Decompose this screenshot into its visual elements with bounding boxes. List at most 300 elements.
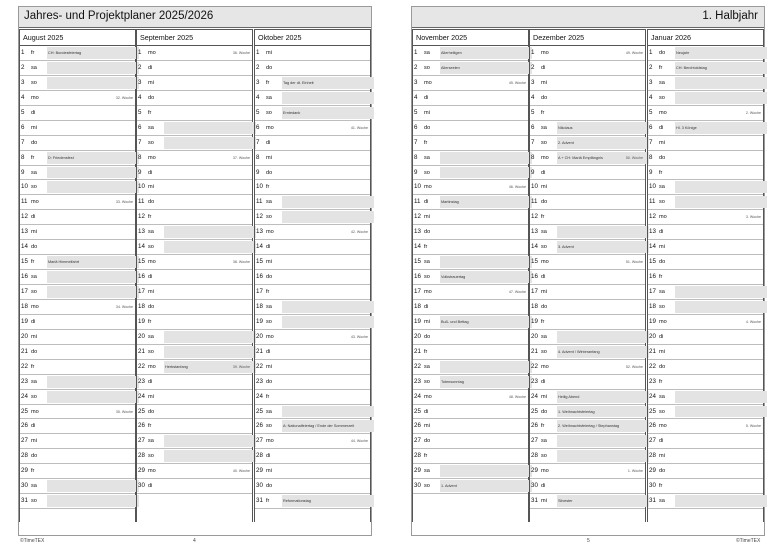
day-row [255, 121, 370, 136]
weekday-abbr: mi [424, 423, 430, 430]
day-row [255, 300, 370, 315]
day-number: 5 [138, 108, 142, 116]
day-number: 27 [414, 437, 421, 445]
day-row [530, 360, 645, 375]
weekday-abbr: so [266, 214, 272, 221]
day-number: 18 [138, 302, 145, 310]
day-number: 22 [21, 362, 28, 370]
day-row [413, 166, 528, 181]
day-row [137, 375, 252, 390]
day-row [20, 180, 135, 195]
weekday-abbr: sa [148, 229, 154, 236]
day-number: 19 [531, 317, 538, 325]
week-number: 52. Woche [625, 364, 643, 369]
day-row [530, 151, 645, 166]
day-number: 3 [531, 78, 535, 86]
day-number: 23 [531, 377, 538, 385]
day-number: 8 [138, 153, 142, 161]
day-number: 25 [414, 407, 421, 415]
day-row [530, 270, 645, 285]
month-column-september [136, 29, 253, 522]
day-row [413, 464, 528, 479]
weekday-abbr: do [266, 274, 273, 281]
weekday-abbr: di [541, 169, 546, 176]
day-number: 13 [21, 228, 28, 236]
weekday-abbr: mo [31, 199, 39, 206]
weekday-abbr: so [659, 303, 665, 310]
day-row [648, 61, 763, 76]
day-number: 22 [531, 362, 538, 370]
day-row [137, 390, 252, 405]
left-page [18, 6, 372, 536]
day-number: 31 [649, 497, 656, 505]
day-row [530, 195, 645, 210]
weekday-abbr: do [148, 408, 155, 415]
weekday-abbr: mo [148, 50, 156, 56]
day-row [530, 61, 645, 76]
weekday-abbr: di [541, 274, 546, 281]
weekday-abbr: mo [31, 94, 39, 101]
weekday-abbr: so [148, 453, 154, 460]
weekday-abbr: mo [266, 333, 274, 340]
weekday-abbr: mo [31, 408, 39, 415]
weekday-abbr: mo [541, 154, 549, 161]
day-number: 18 [256, 302, 263, 310]
weekday-abbr: so [424, 169, 430, 176]
day-number: 5 [256, 108, 260, 116]
weekday-abbr: so [659, 94, 665, 101]
day-row [20, 449, 135, 464]
day-number: 26 [21, 422, 28, 430]
day-number: 24 [138, 392, 145, 400]
month-column-december [529, 29, 646, 522]
day-number: 12 [138, 213, 145, 221]
weekday-abbr: di [31, 423, 36, 430]
day-number: 14 [256, 243, 263, 251]
day-number: 28 [138, 452, 145, 460]
day-number: 6 [21, 123, 25, 131]
day-highlight [440, 152, 532, 164]
day-row [413, 405, 528, 420]
day-row [648, 225, 763, 240]
event-label: Allerseelen [441, 65, 460, 70]
weekday-abbr: fr [31, 468, 35, 475]
week-number: 50. Woche [625, 155, 643, 160]
day-row [648, 434, 763, 449]
day-number: 3 [649, 78, 653, 86]
day-number: 7 [21, 138, 25, 146]
weekday-abbr: fr [659, 483, 663, 490]
weekday-abbr: do [148, 303, 155, 310]
day-number: 21 [138, 347, 145, 355]
weekday-abbr: do [266, 169, 273, 176]
weekday-abbr: di [266, 244, 271, 251]
weekday-abbr: mi [541, 184, 547, 191]
day-row [255, 449, 370, 464]
weekday-abbr: mi [424, 214, 430, 221]
day-highlight [440, 167, 532, 179]
day-row [413, 46, 528, 61]
weekday-abbr: do [424, 333, 431, 340]
weekday-abbr: fr [148, 109, 152, 116]
day-row [137, 136, 252, 151]
day-number: 19 [21, 317, 28, 325]
weekday-abbr: sa [31, 378, 37, 385]
day-row [255, 106, 370, 121]
day-number: 2 [138, 63, 142, 71]
month-column-october [254, 29, 371, 522]
event-label: Heilig Abend [558, 394, 580, 399]
day-highlight [47, 167, 139, 179]
day-row [137, 360, 252, 375]
day-row [255, 46, 370, 61]
day-number: 15 [414, 258, 421, 266]
day-number: 18 [531, 302, 538, 310]
day-number: 8 [256, 153, 260, 161]
day-row [137, 106, 252, 121]
weekday-abbr: fr [31, 50, 35, 56]
day-row [137, 300, 252, 315]
weekday-abbr: sa [424, 468, 430, 475]
day-number: 14 [21, 243, 28, 251]
day-number: 29 [414, 467, 421, 475]
weekday-abbr: mo [659, 423, 667, 430]
day-number: 21 [21, 347, 28, 355]
day-row [20, 240, 135, 255]
day-number: 1 [256, 49, 260, 56]
day-number: 15 [531, 258, 538, 266]
weekday-abbr: fr [266, 184, 270, 191]
day-number: 10 [138, 183, 145, 191]
weekday-abbr: sa [424, 50, 430, 56]
day-number: 15 [138, 258, 145, 266]
day-row [137, 195, 252, 210]
weekday-abbr: fr [266, 79, 270, 86]
day-number: 12 [21, 213, 28, 221]
weekday-abbr: do [659, 154, 666, 161]
weekday-abbr: di [659, 124, 664, 131]
day-row [413, 180, 528, 195]
weekday-abbr: mi [659, 453, 665, 460]
day-highlight [440, 465, 532, 477]
day-row [137, 315, 252, 330]
day-row [137, 46, 252, 61]
weekday-abbr: do [659, 363, 666, 370]
weekday-abbr: so [424, 483, 430, 490]
weekday-abbr: fr [148, 423, 152, 430]
day-row [137, 151, 252, 166]
week-number: 33. Woche [115, 200, 133, 205]
event-label: Neujahr [676, 51, 690, 55]
day-number: 15 [649, 258, 656, 266]
weekday-abbr: so [31, 393, 37, 400]
weekday-abbr: mo [148, 259, 156, 266]
day-number: 17 [531, 288, 538, 295]
footer-brand: ©TimeTEX [736, 538, 761, 544]
weekday-abbr: do [266, 483, 273, 490]
weekday-abbr: do [659, 468, 666, 475]
weekday-abbr: so [31, 289, 37, 295]
weekday-abbr: do [541, 303, 548, 310]
day-row [530, 390, 645, 405]
day-number: 26 [649, 422, 656, 430]
event-label: A + CH: Mariä Empfängnis [558, 155, 603, 160]
day-highlight [164, 346, 256, 358]
day-number: 13 [414, 228, 421, 236]
weekday-abbr: di [31, 109, 36, 116]
day-row [255, 479, 370, 494]
weekday-abbr: mo [148, 468, 156, 475]
day-number: 20 [256, 332, 263, 340]
day-number: 23 [21, 377, 28, 385]
weekday-abbr: so [424, 274, 430, 281]
day-row [530, 91, 645, 106]
day-number: 27 [256, 437, 263, 445]
day-highlight [675, 286, 767, 298]
day-row [20, 434, 135, 449]
weekday-abbr: so [266, 318, 272, 325]
weekday-abbr: mo [541, 50, 549, 56]
day-highlight [164, 435, 256, 447]
weekday-abbr: di [424, 303, 429, 310]
day-number: 16 [414, 273, 421, 281]
day-number: 14 [138, 243, 145, 251]
day-row [137, 479, 252, 494]
event-label: Reformationstag [283, 499, 311, 504]
weekday-abbr: mi [31, 124, 37, 131]
day-row [137, 330, 252, 345]
weekday-abbr: fr [148, 318, 152, 325]
weekday-abbr: fr [424, 139, 428, 146]
day-number: 30 [256, 482, 263, 490]
day-row [648, 449, 763, 464]
day-number: 20 [649, 332, 656, 340]
day-highlight [282, 211, 374, 223]
day-number: 14 [531, 243, 538, 251]
weekday-abbr: so [424, 64, 430, 71]
day-number: 4 [649, 93, 653, 101]
weekday-abbr: so [31, 79, 37, 86]
day-number: 18 [21, 302, 28, 310]
day-row [255, 61, 370, 76]
weekday-abbr: sa [31, 483, 37, 490]
week-number: 51. Woche [625, 260, 643, 265]
day-number: 12 [531, 213, 538, 221]
day-number: 11 [649, 198, 656, 206]
day-highlight [557, 331, 649, 343]
weekday-abbr: mi [148, 393, 154, 400]
weekday-abbr: so [659, 199, 665, 206]
day-number: 11 [256, 198, 263, 206]
day-row [413, 270, 528, 285]
day-row [255, 225, 370, 240]
day-row [137, 405, 252, 420]
day-number: 24 [21, 392, 28, 400]
day-number: 25 [138, 407, 145, 415]
event-label: Nikolaus [558, 125, 573, 130]
weekday-abbr: mi [266, 154, 272, 161]
right-page [411, 6, 765, 536]
week-number: 34. Woche [115, 304, 133, 309]
weekday-abbr: fr [659, 169, 663, 176]
day-number: 9 [649, 168, 653, 176]
month-column-august [19, 29, 136, 522]
day-row [20, 330, 135, 345]
day-row [530, 300, 645, 315]
day-number: 10 [256, 183, 263, 191]
day-row [413, 151, 528, 166]
event-label: 4. Advent / Winteranfang [558, 349, 600, 354]
weekday-abbr: mi [31, 229, 37, 236]
month-column-january [647, 29, 764, 522]
day-number: 8 [531, 153, 535, 161]
day-row [255, 390, 370, 405]
weekday-abbr: mi [541, 289, 547, 295]
day-number: 24 [531, 392, 538, 400]
weekday-abbr: fr [659, 64, 663, 71]
week-number: 47. Woche [508, 290, 526, 294]
day-number: 8 [649, 153, 653, 161]
page-title: 1. Halbjahr [702, 10, 758, 22]
day-highlight [164, 122, 256, 134]
day-number: 30 [21, 482, 28, 490]
weekday-abbr: sa [541, 438, 547, 445]
day-number: 20 [138, 332, 145, 340]
day-row [20, 91, 135, 106]
day-number: 19 [649, 317, 656, 325]
day-row [530, 210, 645, 225]
day-highlight [282, 92, 374, 104]
day-highlight [164, 226, 256, 238]
day-number: 10 [21, 183, 28, 191]
day-number: 16 [138, 273, 145, 281]
weekday-abbr: sa [31, 169, 37, 176]
day-number: 20 [531, 332, 538, 340]
day-number: 12 [649, 213, 656, 221]
weekday-abbr: so [31, 498, 37, 505]
day-number: 6 [256, 123, 260, 131]
day-number: 1 [21, 49, 25, 56]
weekday-abbr: sa [31, 274, 37, 281]
left-title-bar [19, 7, 371, 28]
day-number: 16 [21, 273, 28, 281]
day-highlight [47, 495, 139, 507]
weekday-abbr: di [148, 274, 153, 281]
day-number: 16 [256, 273, 263, 281]
day-number: 27 [21, 437, 28, 445]
event-label: Volkstrauertag [441, 275, 466, 280]
day-row [20, 255, 135, 270]
day-number: 22 [414, 362, 421, 370]
day-row [648, 210, 763, 225]
day-number: 28 [649, 452, 656, 460]
day-row [413, 285, 528, 300]
weekday-abbr: so [266, 423, 272, 430]
month-header: Januar 2026 [648, 29, 763, 46]
event-label: CH: Berchtoldstag [676, 65, 707, 70]
weekday-abbr: di [266, 139, 271, 146]
day-row [20, 106, 135, 121]
day-number: 25 [531, 407, 538, 415]
day-number: 26 [138, 422, 145, 430]
day-number: 9 [256, 168, 260, 176]
day-number: 9 [414, 168, 418, 176]
day-number: 23 [414, 377, 421, 385]
day-number: 4 [21, 93, 25, 101]
day-number: 29 [649, 467, 656, 475]
weekday-abbr: so [31, 184, 37, 191]
day-number: 22 [649, 362, 656, 370]
weekday-abbr: mo [541, 468, 549, 475]
day-highlight [675, 92, 767, 104]
weekday-abbr: di [266, 453, 271, 460]
day-number: 25 [649, 407, 656, 415]
weekday-abbr: so [424, 378, 430, 385]
day-number: 20 [414, 332, 421, 340]
day-row [20, 136, 135, 151]
day-number: 26 [414, 422, 421, 430]
day-row [648, 106, 763, 121]
weekday-abbr: sa [266, 408, 272, 415]
weekday-abbr: sa [266, 303, 272, 310]
weekday-abbr: mi [266, 259, 272, 266]
weekday-abbr: sa [659, 184, 665, 191]
day-highlight [440, 361, 532, 373]
day-row [20, 151, 135, 166]
weekday-abbr: sa [659, 79, 665, 86]
weekday-abbr: fr [266, 498, 270, 505]
day-number: 4 [414, 93, 418, 101]
weekday-abbr: fr [266, 289, 270, 295]
event-label: Mariä Himmelfahrt [48, 260, 80, 265]
day-row [648, 151, 763, 166]
day-number: 6 [414, 123, 418, 131]
day-row [648, 360, 763, 375]
day-number: 5 [531, 108, 535, 116]
day-row [255, 76, 370, 91]
day-row [20, 315, 135, 330]
day-highlight [675, 495, 767, 507]
weekday-abbr: so [659, 408, 665, 415]
weekday-abbr: fr [659, 274, 663, 281]
week-number: 40. Woche [232, 469, 250, 474]
day-row [20, 479, 135, 494]
page-number: 5 [587, 538, 590, 544]
day-highlight [282, 406, 374, 418]
event-label: 3. Advent [558, 245, 574, 250]
weekday-abbr: fr [424, 348, 428, 355]
week-number: 44. Woche [350, 439, 368, 444]
day-number: 15 [256, 258, 263, 266]
event-label: A: Nationalfeiertag / Ende der Sommerzeit [283, 424, 355, 429]
day-number: 13 [531, 228, 538, 236]
weekday-abbr: mo [266, 438, 274, 445]
weekday-abbr: mo [31, 303, 39, 310]
day-number: 11 [21, 198, 28, 206]
day-highlight [164, 331, 256, 343]
day-row [530, 285, 645, 300]
event-label: 2. Advent [558, 140, 574, 145]
day-row [648, 180, 763, 195]
weekday-abbr: mi [148, 79, 154, 86]
day-number: 23 [138, 377, 145, 385]
day-row [648, 494, 763, 509]
day-number: 19 [414, 317, 421, 325]
event-label: Hl. 3 Könige [676, 125, 697, 130]
weekday-abbr: sa [659, 393, 665, 400]
day-number: 8 [21, 153, 25, 161]
week-number: 3. Woche [745, 215, 761, 220]
